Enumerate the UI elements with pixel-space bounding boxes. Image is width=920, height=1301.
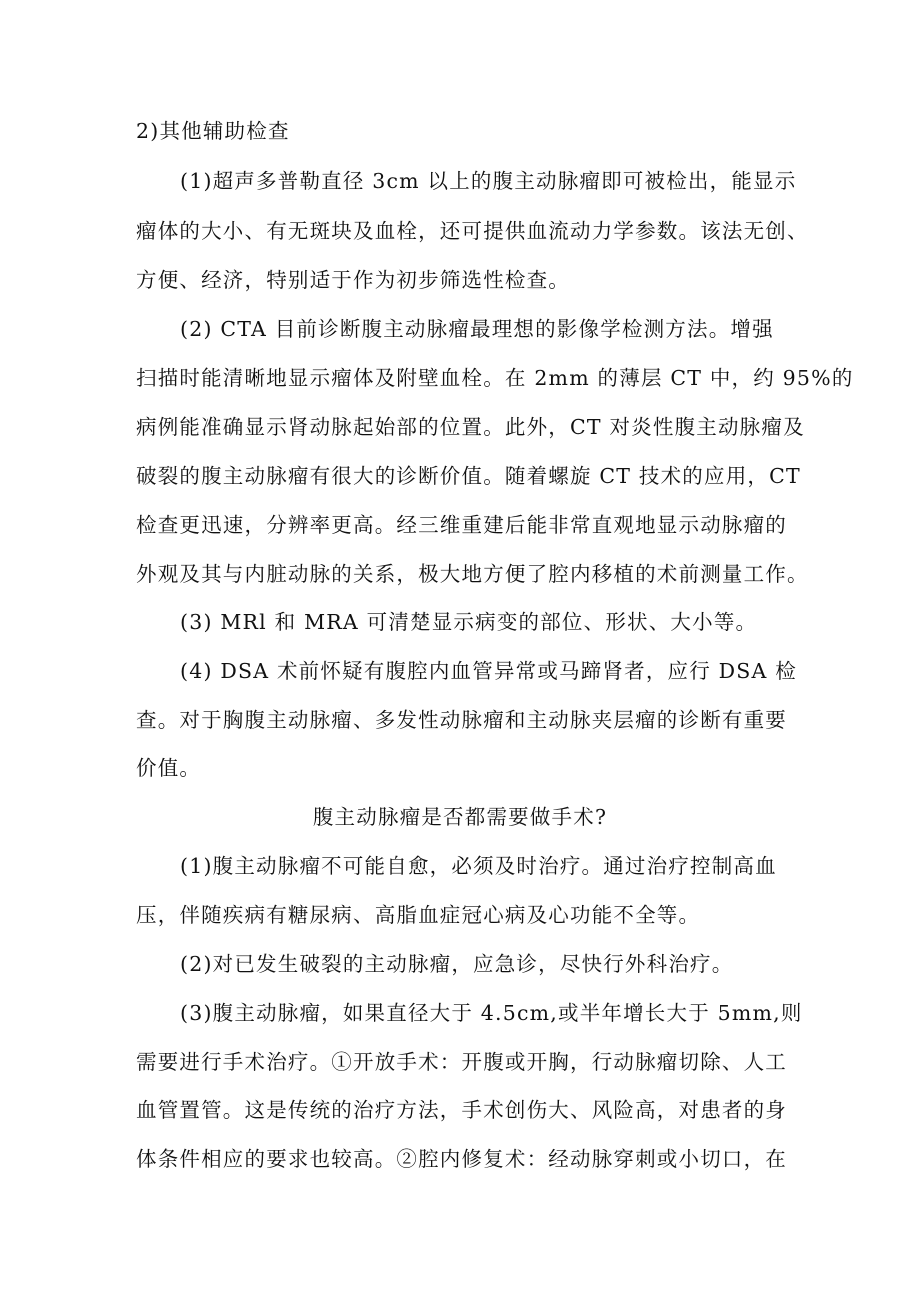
paragraph-line: 压，伴随疾病有糖尿病、高脂血症冠心病及心功能不全等。 [136, 903, 701, 927]
paragraph-line: (1)腹主动脉瘤不可能自愈，必须及时治疗。通过治疗控制高血 [180, 854, 777, 878]
paragraph-line: (1)超声多普勒直径 3cm 以上的腹主动脉瘤即可被检出，能显示 [180, 169, 797, 193]
paragraph-line: 破裂的腹主动脉瘤有很大的诊断价值。随着螺旋 CT 技术的应用，CT [136, 464, 801, 488]
paragraph-line: 扫描时能清晰地显示瘤体及附壁血栓。在 2mm 的薄层 CT 中，约 95%的 [136, 366, 854, 390]
paragraph-line: 血管置管。这是传统的治疗方法，手术创伤大、风险高，对患者的身 [136, 1098, 787, 1122]
paragraph-line: (3)腹主动脉瘤，如果直径大于 4.5cm,或半年增长大于 5mm,则 [180, 1001, 803, 1025]
paragraph-line: 检查更迅速，分辨率更高。经三维重建后能非常直观地显示动脉瘤的 [136, 513, 787, 537]
paragraph-line: 瘤体的大小、有无斑块及血栓，还可提供血流动力学参数。该法无创、 [136, 219, 809, 243]
paragraph-line: (2) CTA 目前诊断腹主动脉瘤最理想的影像学检测方法。增强 [180, 317, 774, 341]
paragraph-line: 方便、经济，特别适于作为初步筛选性检查。 [136, 268, 570, 292]
paragraph-line: 价值。 [136, 756, 202, 780]
paragraph-line: (2)对已发生破裂的主动脉瘤，应急诊，尽快行外科治疗。 [180, 952, 734, 976]
paragraph-line: 需要进行手术治疗。①开放手术：开腹或开胸，行动脉瘤切除、人工 [136, 1050, 787, 1074]
paragraph-line: 体条件相应的要求也较高。②腔内修复术：经动脉穿刺或小切口，在 [136, 1147, 787, 1171]
paragraph-line: (3) MRl 和 MRA 可清楚显示病变的部位、形状、大小等。 [180, 610, 758, 634]
paragraph-line: 查。对于胸腹主动脉瘤、多发性动脉瘤和主动脉夹层瘤的诊断有重要 [136, 708, 787, 732]
paragraph-line: (4) DSA 术前怀疑有腹腔内血管异常或马蹄肾者，应行 DSA 检 [180, 659, 797, 683]
question-heading: 腹主动脉瘤是否都需要做手术? [312, 805, 608, 829]
paragraph-line: 外观及其与内脏动脉的关系，极大地方便了腔内移植的术前测量工作。 [136, 562, 809, 586]
paragraph-line: 病例能准确显示肾动脉起始部的位置。此外，CT 对炎性腹主动脉瘤及 [136, 415, 805, 439]
section-title: 2)其他辅助检查 [136, 119, 290, 143]
